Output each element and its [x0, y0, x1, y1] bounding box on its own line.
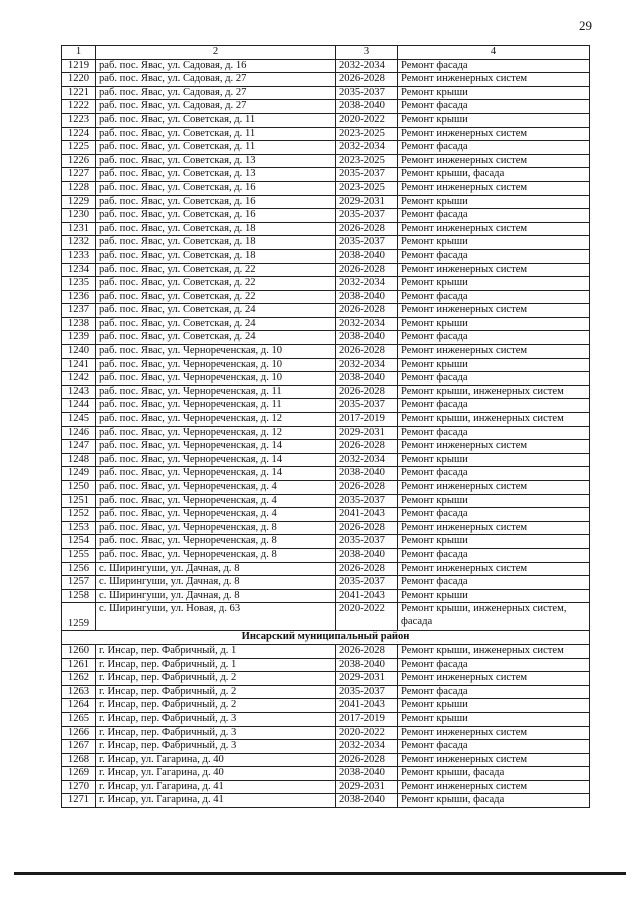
row-number-cell: 1245	[62, 413, 96, 427]
address-cell: раб. пос. Явас, ул. Советская, д. 16	[96, 195, 336, 209]
address-cell: с. Ширингуши, ул. Дачная, д. 8	[96, 589, 336, 603]
table-row	[62, 794, 590, 808]
address-cell: г. Инсар, пер. Фабричный, д. 1	[96, 658, 336, 672]
table-row	[62, 780, 590, 794]
period-cell: 2032-2034	[336, 59, 398, 73]
work-type-cell: Ремонт фасада	[398, 372, 590, 386]
period-cell: 2026-2028	[336, 263, 398, 277]
period-cell: 2038-2040	[336, 100, 398, 114]
address-cell: раб. пос. Явас, ул. Чернореченская, д. 14	[96, 440, 336, 454]
row-number-cell: 1246	[62, 426, 96, 440]
address-cell: раб. пос. Явас, ул. Советская, д. 18	[96, 222, 336, 236]
period-cell: 2026-2028	[336, 644, 398, 658]
row-number-cell: 1261	[62, 658, 96, 672]
table-row	[62, 603, 590, 631]
address-cell: г. Инсар, ул. Гагарина, д. 40	[96, 767, 336, 781]
table-row	[62, 277, 590, 291]
row-number-cell: 1219	[62, 59, 96, 73]
row-number-cell: 1241	[62, 358, 96, 372]
period-cell: 2023-2025	[336, 181, 398, 195]
work-type-cell: Ремонт фасада	[398, 399, 590, 413]
address-cell: раб. пос. Явас, ул. Чернореченская, д. 8	[96, 521, 336, 535]
table-row	[62, 195, 590, 209]
work-type-cell: Ремонт крыши	[398, 113, 590, 127]
period-cell: 2032-2034	[336, 317, 398, 331]
period-cell: 2038-2040	[336, 794, 398, 808]
period-cell: 2029-2031	[336, 672, 398, 686]
address-cell: раб. пос. Явас, ул. Чернореченская, д. 14	[96, 453, 336, 467]
row-number-cell: 1234	[62, 263, 96, 277]
address-cell: г. Инсар, ул. Гагарина, д. 41	[96, 794, 336, 808]
table-row	[62, 59, 590, 73]
table-row	[62, 127, 590, 141]
table-row	[62, 576, 590, 590]
column-header: 3	[336, 46, 398, 60]
table-row	[62, 331, 590, 345]
work-type-cell: Ремонт крыши	[398, 535, 590, 549]
address-cell: раб. пос. Явас, ул. Советская, д. 24	[96, 304, 336, 318]
address-cell: раб. пос. Явас, ул. Чернореченская, д. 4	[96, 481, 336, 495]
table-body	[62, 46, 590, 808]
row-number-cell: 1267	[62, 740, 96, 754]
table-row	[62, 548, 590, 562]
row-number-cell: 1259	[62, 603, 96, 631]
row-number-cell: 1243	[62, 385, 96, 399]
period-cell: 2032-2034	[336, 740, 398, 754]
period-cell: 2041-2043	[336, 699, 398, 713]
table-row	[62, 73, 590, 87]
work-type-cell: Ремонт фасада	[398, 508, 590, 522]
row-number-cell: 1269	[62, 767, 96, 781]
period-cell: 2032-2034	[336, 453, 398, 467]
table-row	[62, 426, 590, 440]
row-number-cell: 1221	[62, 86, 96, 100]
work-type-cell: Ремонт фасада	[398, 548, 590, 562]
table-row	[62, 86, 590, 100]
period-cell: 2026-2028	[336, 440, 398, 454]
row-number-cell: 1239	[62, 331, 96, 345]
address-cell: раб. пос. Явас, ул. Чернореченская, д. 12	[96, 413, 336, 427]
row-number-cell: 1224	[62, 127, 96, 141]
table-row	[62, 672, 590, 686]
row-number-cell: 1248	[62, 453, 96, 467]
table-row	[62, 685, 590, 699]
row-number-cell: 1230	[62, 209, 96, 223]
work-type-cell: Ремонт фасада	[398, 467, 590, 481]
work-type-cell: Ремонт инженерных систем	[398, 181, 590, 195]
table-row	[62, 181, 590, 195]
table-row	[62, 154, 590, 168]
period-cell: 2038-2040	[336, 331, 398, 345]
table-row	[62, 535, 590, 549]
address-cell: раб. пос. Явас, ул. Советская, д. 24	[96, 317, 336, 331]
work-type-cell: Ремонт инженерных систем	[398, 562, 590, 576]
work-type-cell: Ремонт крыши	[398, 277, 590, 291]
table-row	[62, 236, 590, 250]
work-type-cell: Ремонт инженерных систем	[398, 753, 590, 767]
period-cell: 2020-2022	[336, 726, 398, 740]
row-number-cell: 1256	[62, 562, 96, 576]
period-cell: 2035-2037	[336, 168, 398, 182]
work-type-cell: Ремонт инженерных систем	[398, 672, 590, 686]
column-header: 1	[62, 46, 96, 60]
period-cell: 2032-2034	[336, 141, 398, 155]
bottom-divider	[14, 872, 626, 875]
period-cell: 2023-2025	[336, 127, 398, 141]
row-number-cell: 1235	[62, 277, 96, 291]
address-cell: раб. пос. Явас, ул. Советская, д. 13	[96, 168, 336, 182]
work-type-cell: Ремонт фасада	[398, 331, 590, 345]
period-cell: 2029-2031	[336, 780, 398, 794]
row-number-cell: 1222	[62, 100, 96, 114]
period-cell: 2026-2028	[336, 385, 398, 399]
period-cell: 2035-2037	[336, 685, 398, 699]
table-row	[62, 168, 590, 182]
address-cell: раб. пос. Явас, ул. Чернореченская, д. 11	[96, 399, 336, 413]
work-type-cell: Ремонт инженерных систем	[398, 73, 590, 87]
address-cell: раб. пос. Явас, ул. Советская, д. 16	[96, 181, 336, 195]
work-type-cell: Ремонт инженерных систем	[398, 440, 590, 454]
column-header-row	[62, 46, 590, 60]
table-row	[62, 699, 590, 713]
address-cell: раб. пос. Явас, ул. Чернореченская, д. 11	[96, 385, 336, 399]
row-number-cell: 1262	[62, 672, 96, 686]
work-type-cell: Ремонт крыши	[398, 236, 590, 250]
table-row	[62, 508, 590, 522]
table-row	[62, 317, 590, 331]
table-row	[62, 712, 590, 726]
work-type-cell: Ремонт крыши	[398, 195, 590, 209]
row-number-cell: 1220	[62, 73, 96, 87]
row-number-cell: 1223	[62, 113, 96, 127]
work-type-cell: Ремонт крыши, инженерных систем	[398, 644, 590, 658]
period-cell: 2035-2037	[336, 494, 398, 508]
table-row	[62, 589, 590, 603]
period-cell: 2029-2031	[336, 426, 398, 440]
work-type-cell: Ремонт инженерных систем	[398, 481, 590, 495]
table-row	[62, 372, 590, 386]
address-cell: раб. пос. Явас, ул. Чернореченская, д. 10	[96, 372, 336, 386]
row-number-cell: 1238	[62, 317, 96, 331]
address-cell: с. Ширингуши, ул. Дачная, д. 8	[96, 562, 336, 576]
row-number-cell: 1231	[62, 222, 96, 236]
work-type-cell: Ремонт крыши, инженерных систем	[398, 413, 590, 427]
period-cell: 2026-2028	[336, 481, 398, 495]
row-number-cell: 1229	[62, 195, 96, 209]
work-type-cell: Ремонт крыши	[398, 317, 590, 331]
period-cell: 2038-2040	[336, 548, 398, 562]
row-number-cell: 1237	[62, 304, 96, 318]
period-cell: 2026-2028	[336, 753, 398, 767]
table-row	[62, 767, 590, 781]
address-cell: раб. пос. Явас, ул. Чернореченская, д. 8	[96, 535, 336, 549]
work-type-cell: Ремонт крыши	[398, 86, 590, 100]
address-cell: раб. пос. Явас, ул. Советская, д. 22	[96, 290, 336, 304]
period-cell: 2038-2040	[336, 767, 398, 781]
row-number-cell: 1244	[62, 399, 96, 413]
row-number-cell: 1265	[62, 712, 96, 726]
period-cell: 2032-2034	[336, 277, 398, 291]
address-cell: г. Инсар, пер. Фабричный, д. 3	[96, 740, 336, 754]
period-cell: 2029-2031	[336, 195, 398, 209]
address-cell: г. Инсар, пер. Фабричный, д. 2	[96, 699, 336, 713]
table-row	[62, 467, 590, 481]
work-type-cell: Ремонт инженерных систем	[398, 263, 590, 277]
period-cell: 2038-2040	[336, 290, 398, 304]
row-number-cell: 1242	[62, 372, 96, 386]
row-number-cell: 1225	[62, 141, 96, 155]
row-number-cell: 1226	[62, 154, 96, 168]
row-number-cell: 1254	[62, 535, 96, 549]
address-cell: раб. пос. Явас, ул. Садовая, д. 27	[96, 100, 336, 114]
row-number-cell: 1260	[62, 644, 96, 658]
table-row	[62, 263, 590, 277]
period-cell: 2038-2040	[336, 467, 398, 481]
work-type-cell: Ремонт крыши, инженерных систем, фасада	[398, 603, 590, 631]
address-cell: г. Инсар, пер. Фабричный, д. 3	[96, 712, 336, 726]
address-cell: г. Инсар, пер. Фабричный, д. 1	[96, 644, 336, 658]
work-type-cell: Ремонт крыши, фасада	[398, 168, 590, 182]
period-cell: 2038-2040	[336, 658, 398, 672]
address-cell: г. Инсар, пер. Фабричный, д. 2	[96, 672, 336, 686]
address-cell: г. Инсар, ул. Гагарина, д. 40	[96, 753, 336, 767]
address-cell: раб. пос. Явас, ул. Чернореченская, д. 4	[96, 508, 336, 522]
table-row	[62, 399, 590, 413]
address-cell: раб. пос. Явас, ул. Советская, д. 16	[96, 209, 336, 223]
work-type-cell: Ремонт инженерных систем	[398, 345, 590, 359]
period-cell: 2035-2037	[336, 535, 398, 549]
address-cell: раб. пос. Явас, ул. Советская, д. 22	[96, 277, 336, 291]
capital-repair-table	[61, 45, 590, 808]
work-type-cell: Ремонт фасада	[398, 658, 590, 672]
period-cell: 2017-2019	[336, 413, 398, 427]
table-row	[62, 249, 590, 263]
row-number-cell: 1233	[62, 249, 96, 263]
address-cell: с. Ширингуши, ул. Дачная, д. 8	[96, 576, 336, 590]
table-row	[62, 100, 590, 114]
work-type-cell: Ремонт инженерных систем	[398, 127, 590, 141]
work-type-cell: Ремонт фасада	[398, 290, 590, 304]
address-cell: раб. пос. Явас, ул. Садовая, д. 27	[96, 86, 336, 100]
row-number-cell: 1227	[62, 168, 96, 182]
period-cell: 2035-2037	[336, 209, 398, 223]
row-number-cell: 1255	[62, 548, 96, 562]
table-row	[62, 304, 590, 318]
address-cell: раб. пос. Явас, ул. Советская, д. 11	[96, 127, 336, 141]
work-type-cell: Ремонт инженерных систем	[398, 780, 590, 794]
period-cell: 2032-2034	[336, 358, 398, 372]
row-number-cell: 1250	[62, 481, 96, 495]
period-cell: 2041-2043	[336, 508, 398, 522]
period-cell: 2038-2040	[336, 249, 398, 263]
section-title: Инсарский муниципальный район	[62, 631, 590, 645]
row-number-cell: 1232	[62, 236, 96, 250]
row-number-cell: 1249	[62, 467, 96, 481]
table-row	[62, 222, 590, 236]
table-row	[62, 113, 590, 127]
row-number-cell: 1228	[62, 181, 96, 195]
work-type-cell: Ремонт фасада	[398, 209, 590, 223]
period-cell: 2023-2025	[336, 154, 398, 168]
address-cell: г. Инсар, пер. Фабричный, д. 2	[96, 685, 336, 699]
work-type-cell: Ремонт крыши, фасада	[398, 767, 590, 781]
row-number-cell: 1258	[62, 589, 96, 603]
address-cell: раб. пос. Явас, ул. Советская, д. 13	[96, 154, 336, 168]
period-cell: 2026-2028	[336, 73, 398, 87]
address-cell: г. Инсар, ул. Гагарина, д. 41	[96, 780, 336, 794]
work-type-cell: Ремонт инженерных систем	[398, 304, 590, 318]
work-type-cell: Ремонт инженерных систем	[398, 521, 590, 535]
work-type-cell: Ремонт фасада	[398, 100, 590, 114]
address-cell: раб. пос. Явас, ул. Садовая, д. 16	[96, 59, 336, 73]
period-cell: 2038-2040	[336, 372, 398, 386]
row-number-cell: 1270	[62, 780, 96, 794]
row-number-cell: 1251	[62, 494, 96, 508]
work-type-cell: Ремонт фасада	[398, 740, 590, 754]
work-type-cell: Ремонт фасада	[398, 141, 590, 155]
table-row	[62, 453, 590, 467]
row-number-cell: 1268	[62, 753, 96, 767]
period-cell: 2035-2037	[336, 399, 398, 413]
row-number-cell: 1271	[62, 794, 96, 808]
work-type-cell: Ремонт крыши, фасада	[398, 794, 590, 808]
work-type-cell: Ремонт крыши	[398, 589, 590, 603]
table-row	[62, 562, 590, 576]
work-type-cell: Ремонт крыши	[398, 494, 590, 508]
address-cell: раб. пос. Явас, ул. Советская, д. 11	[96, 141, 336, 155]
table-row	[62, 753, 590, 767]
table-row	[62, 494, 590, 508]
work-type-cell: Ремонт фасада	[398, 59, 590, 73]
row-number-cell: 1264	[62, 699, 96, 713]
page-number: 29	[579, 18, 592, 33]
column-header: 2	[96, 46, 336, 60]
table-row	[62, 413, 590, 427]
work-type-cell: Ремонт фасада	[398, 576, 590, 590]
work-type-cell: Ремонт крыши	[398, 712, 590, 726]
period-cell: 2041-2043	[336, 589, 398, 603]
table-row	[62, 644, 590, 658]
work-type-cell: Ремонт фасада	[398, 426, 590, 440]
address-cell: раб. пос. Явас, ул. Садовая, д. 27	[96, 73, 336, 87]
row-number-cell: 1263	[62, 685, 96, 699]
work-type-cell: Ремонт крыши, инженерных систем	[398, 385, 590, 399]
row-number-cell: 1252	[62, 508, 96, 522]
address-cell: раб. пос. Явас, ул. Советская, д. 22	[96, 263, 336, 277]
work-type-cell: Ремонт крыши	[398, 358, 590, 372]
table-row	[62, 141, 590, 155]
work-type-cell: Ремонт инженерных систем	[398, 154, 590, 168]
table-row	[62, 658, 590, 672]
address-cell: раб. пос. Явас, ул. Чернореченская, д. 14	[96, 467, 336, 481]
row-number-cell: 1266	[62, 726, 96, 740]
address-cell: г. Инсар, пер. Фабричный, д. 3	[96, 726, 336, 740]
table-row	[62, 358, 590, 372]
address-cell: с. Ширингуши, ул. Новая, д. 63	[96, 603, 336, 631]
period-cell: 2026-2028	[336, 304, 398, 318]
table-row	[62, 740, 590, 754]
address-cell: раб. пос. Явас, ул. Чернореченская, д. 12	[96, 426, 336, 440]
period-cell: 2026-2028	[336, 222, 398, 236]
work-type-cell: Ремонт фасада	[398, 249, 590, 263]
period-cell: 2035-2037	[336, 576, 398, 590]
period-cell: 2026-2028	[336, 562, 398, 576]
work-type-cell: Ремонт крыши	[398, 699, 590, 713]
work-type-cell: Ремонт крыши	[398, 453, 590, 467]
address-cell: раб. пос. Явас, ул. Советская, д. 11	[96, 113, 336, 127]
table-row	[62, 345, 590, 359]
address-cell: раб. пос. Явас, ул. Советская, д. 18	[96, 236, 336, 250]
address-cell: раб. пос. Явас, ул. Чернореченская, д. 4	[96, 494, 336, 508]
period-cell: 2035-2037	[336, 86, 398, 100]
table-row	[62, 521, 590, 535]
row-number-cell: 1236	[62, 290, 96, 304]
period-cell: 2020-2022	[336, 113, 398, 127]
table-row	[62, 440, 590, 454]
address-cell: раб. пос. Явас, ул. Советская, д. 18	[96, 249, 336, 263]
address-cell: раб. пос. Явас, ул. Советская, д. 24	[96, 331, 336, 345]
row-number-cell: 1257	[62, 576, 96, 590]
address-cell: раб. пос. Явас, ул. Чернореченская, д. 10	[96, 358, 336, 372]
table-row	[62, 481, 590, 495]
period-cell: 2035-2037	[336, 236, 398, 250]
period-cell: 2017-2019	[336, 712, 398, 726]
column-header: 4	[398, 46, 590, 60]
period-cell: 2026-2028	[336, 521, 398, 535]
section-header-row	[62, 631, 590, 645]
work-type-cell: Ремонт инженерных систем	[398, 726, 590, 740]
row-number-cell: 1240	[62, 345, 96, 359]
work-type-cell: Ремонт фасада	[398, 685, 590, 699]
row-number-cell: 1253	[62, 521, 96, 535]
address-cell: раб. пос. Явас, ул. Чернореченская, д. 10	[96, 345, 336, 359]
period-cell: 2026-2028	[336, 345, 398, 359]
work-type-cell: Ремонт инженерных систем	[398, 222, 590, 236]
table-row	[62, 290, 590, 304]
address-cell: раб. пос. Явас, ул. Чернореченская, д. 8	[96, 548, 336, 562]
period-cell: 2020-2022	[336, 603, 398, 631]
table-row	[62, 726, 590, 740]
table-row	[62, 385, 590, 399]
table-row	[62, 209, 590, 223]
row-number-cell: 1247	[62, 440, 96, 454]
